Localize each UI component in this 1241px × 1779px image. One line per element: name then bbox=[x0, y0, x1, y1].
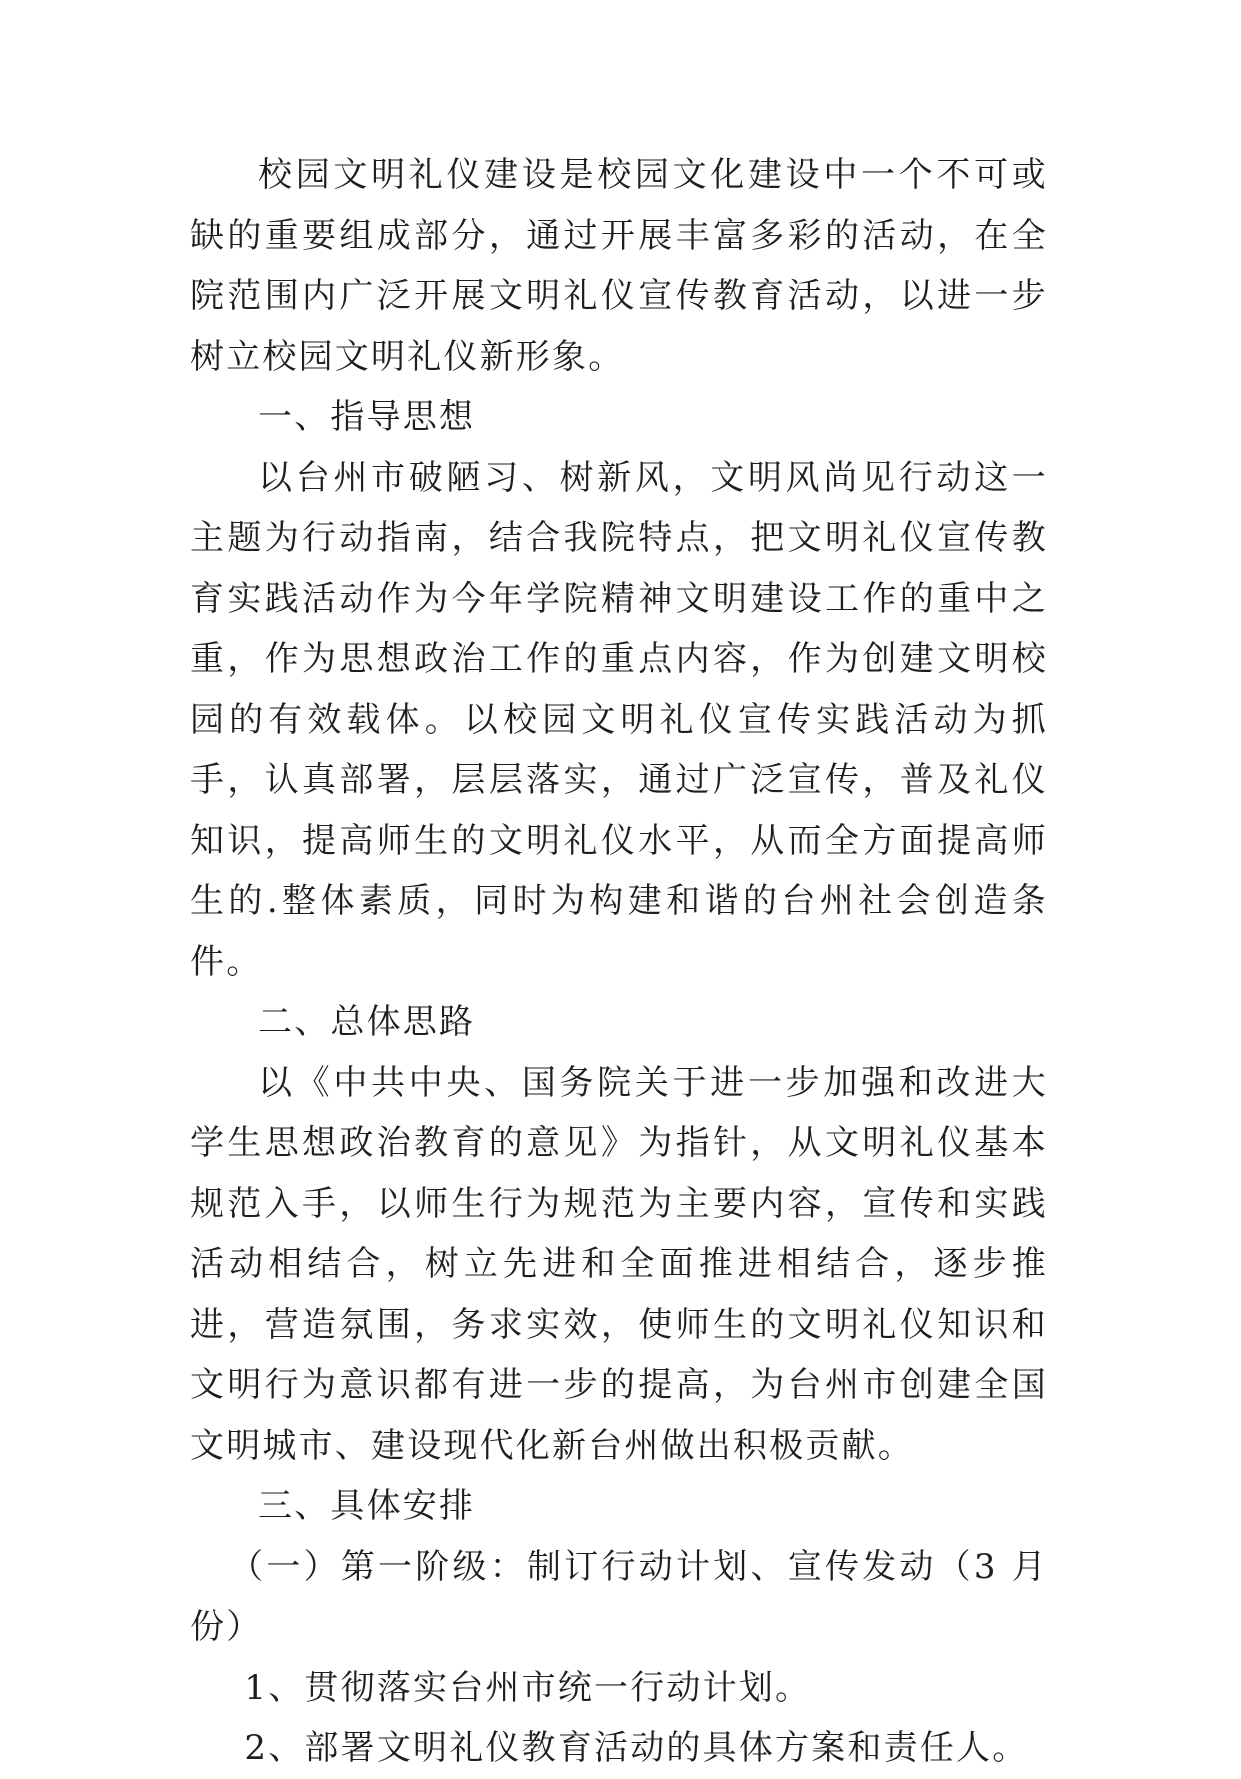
stage-one-heading: （一）第一阶级：制订行动计划、宣传发动（3 月份） bbox=[190, 1546, 1048, 1647]
guiding-ideology-paragraph: 以台州市破陋习、树新风，文明风尚见行动这一主题为行动指南，结合我院特点，把文明礼仪宣传教育实践活动作为今年学院精神文明建设工作的重中之重，作为思想政治工作的重点内容，作为创建文明校园的有效载体。以校园文明礼仪宣传实践活动为抓手，认真部署，层层落实，通过广泛宣传，普及礼仪知识，提高师生的文明礼仪水平，从而全方面提高师生的.整体素质，同时为构建和谐的台州社会创造条件。 bbox=[190, 457, 1048, 982]
overall-approach-paragraph: 以《中共中央、国务院关于进一步加强和改进大学生思想政治教育的意见》为指针，从文明礼仪基本规范入手，以师生行为规范为主要内容，宣传和实践活动相结合，树立先进和全面推进相结合，逐步推进，营造氛围，务求实效，使师生的文明礼仪知识和文明行为意识都有进一步的提高，为台州市创建全国文明城市、建设现代化新台州做出积极贡献。 bbox=[190, 1062, 1048, 1466]
intro-paragraph: 校园文明礼仪建设是校园文化建设中一个不可或缺的重要组成部分，通过开展丰富多彩的活动，在全院范围内广泛开展文明礼仪宣传教育活动，以进一步树立校园文明礼仪新形象。 bbox=[190, 155, 1048, 377]
section-heading-overall-approach: 二、总体思路 bbox=[258, 1002, 476, 1042]
section-heading-guiding-ideology: 一、指导思想 bbox=[258, 397, 476, 437]
list-item-1: 1、贯彻落实台州市统一行动计划。 bbox=[244, 1667, 812, 1708]
document-page bbox=[190, 145, 1048, 1779]
section-heading-specific-arrangements: 三、具体安排 bbox=[258, 1486, 476, 1526]
list-item-2: 2、部署文明礼仪教育活动的具体方案和责任人。 bbox=[244, 1728, 1029, 1768]
